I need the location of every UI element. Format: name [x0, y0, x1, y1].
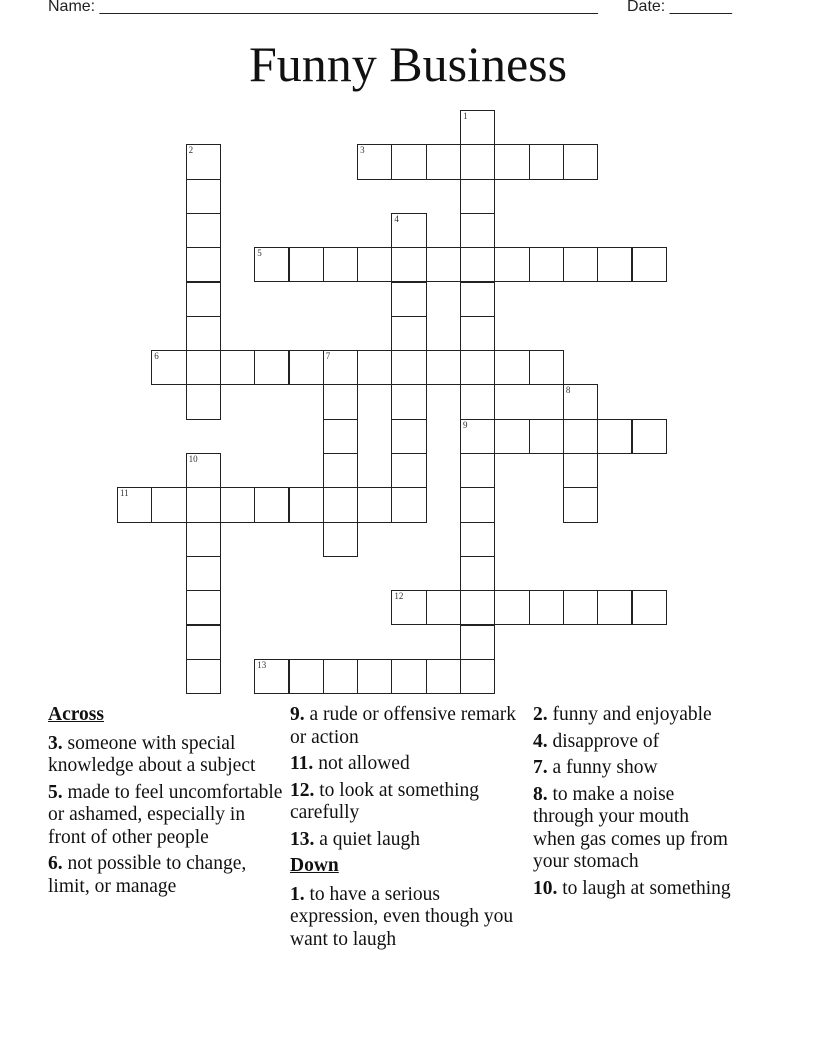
clue-number-label: 8 [565, 385, 571, 396]
clue-across-6 [48, 853, 284, 898]
clue-text: someone with special knowledge about a subject [48, 732, 256, 776]
grid-cell[interactable] [323, 419, 358, 454]
clue-number: 2. [533, 704, 548, 725]
grid-cell[interactable] [186, 487, 221, 522]
grid-cell[interactable] [632, 590, 667, 625]
grid-cell[interactable] [391, 384, 426, 419]
clues-column-1 [48, 704, 284, 902]
grid-cell[interactable] [357, 659, 392, 694]
grid-cell[interactable] [460, 144, 495, 179]
grid-cell[interactable] [460, 556, 495, 591]
grid-cell[interactable] [529, 590, 564, 625]
grid-cell[interactable] [186, 213, 221, 248]
clue-number: 1. [290, 883, 305, 905]
grid-cell[interactable] [391, 590, 426, 625]
date-field[interactable]: Date: _______ [627, 0, 732, 15]
grid-cell[interactable] [597, 247, 632, 282]
name-field[interactable]: Name: ________________________________________________________ [48, 0, 598, 15]
grid-cell[interactable] [220, 350, 255, 385]
grid-cell[interactable] [186, 659, 221, 694]
grid-cell[interactable] [186, 179, 221, 214]
clue-number: 12. [290, 779, 315, 801]
grid-cell[interactable] [289, 350, 324, 385]
clue-text: to laugh at something [562, 877, 731, 899]
clue-number: 5. [48, 781, 63, 803]
down-heading: Down [290, 855, 339, 876]
grid-cell[interactable] [323, 487, 358, 522]
grid-cell[interactable] [391, 213, 426, 248]
grid-cell[interactable] [323, 350, 358, 385]
grid-cell[interactable] [563, 590, 598, 625]
grid-cell[interactable] [254, 247, 289, 282]
grid-cell[interactable] [460, 625, 495, 660]
grid-cell[interactable] [186, 522, 221, 557]
grid-cell[interactable] [426, 144, 461, 179]
grid-cell[interactable] [494, 144, 529, 179]
grid-cell[interactable] [529, 350, 564, 385]
clue-number: 9. [290, 704, 305, 725]
grid-cell[interactable] [357, 487, 392, 522]
grid-cell[interactable] [529, 144, 564, 179]
grid-cell[interactable] [391, 316, 426, 351]
grid-cell[interactable] [460, 590, 495, 625]
grid-cell[interactable] [357, 247, 392, 282]
grid-cell[interactable] [151, 350, 186, 385]
clue-number: 8. [533, 783, 548, 805]
grid-cell[interactable] [460, 487, 495, 522]
grid-cell[interactable] [460, 179, 495, 214]
grid-cell[interactable] [186, 384, 221, 419]
clue-down-4 [533, 731, 733, 754]
grid-cell[interactable] [460, 453, 495, 488]
grid-cell[interactable] [186, 350, 221, 385]
clue-number: 3. [48, 732, 63, 754]
grid-cell[interactable] [186, 316, 221, 351]
grid-cell[interactable] [391, 282, 426, 317]
grid-cell[interactable] [151, 487, 186, 522]
grid-cell[interactable] [323, 384, 358, 419]
grid-cell[interactable] [460, 110, 495, 145]
grid-cell[interactable] [357, 144, 392, 179]
grid-cell[interactable] [391, 453, 426, 488]
grid-cell[interactable] [494, 247, 529, 282]
clue-number-label: 1 [463, 111, 468, 121]
grid-cell[interactable] [597, 590, 632, 625]
clue-number: 7. [533, 757, 548, 778]
grid-cell[interactable] [460, 419, 495, 454]
grid-cell[interactable] [563, 453, 598, 488]
clue-number-label: 4 [394, 213, 399, 224]
clue-number: 4. [533, 730, 548, 752]
grid-cell[interactable] [186, 247, 221, 282]
grid-cell[interactable] [391, 350, 426, 385]
grid-cell[interactable] [323, 453, 358, 488]
clue-number-label: 10 [188, 454, 198, 464]
grid-cell[interactable] [460, 384, 495, 419]
grid-cell[interactable] [391, 487, 426, 522]
clue-text: funny and enjoyable [552, 704, 712, 725]
grid-cell[interactable] [529, 247, 564, 282]
clue-text: to look at something carefully [290, 779, 480, 823]
grid-cell[interactable] [563, 384, 598, 419]
clue-across-9 [290, 704, 522, 749]
grid-cell[interactable] [426, 247, 461, 282]
grid-cell[interactable] [289, 487, 324, 522]
grid-cell[interactable] [391, 247, 426, 282]
clue-across-12 [290, 780, 522, 825]
clue-down-8 [533, 784, 733, 874]
clue-down-10 [533, 878, 733, 901]
grid-cell[interactable] [186, 590, 221, 625]
clue-number: 11. [290, 753, 314, 774]
grid-cell[interactable] [563, 419, 598, 454]
grid-cell[interactable] [254, 487, 289, 522]
clue-number-label: 12 [394, 591, 404, 602]
grid-cell[interactable] [289, 247, 324, 282]
clue-across-13 [290, 829, 522, 852]
clue-number-label: 7 [325, 351, 331, 362]
grid-cell[interactable] [323, 522, 358, 557]
grid-cell[interactable] [494, 350, 529, 385]
clue-number: 6. [48, 853, 63, 874]
grid-cell[interactable] [460, 659, 495, 694]
grid-cell[interactable] [460, 213, 495, 248]
clue-down-2 [533, 704, 733, 727]
grid-cell[interactable] [460, 350, 495, 385]
grid-cell[interactable] [460, 282, 495, 317]
clue-number-label: 6 [154, 351, 159, 362]
grid-cell[interactable] [186, 144, 221, 179]
grid-cell[interactable] [254, 350, 289, 385]
grid-cell[interactable] [426, 350, 461, 385]
grid-cell[interactable] [289, 659, 324, 694]
grid-cell[interactable] [186, 282, 221, 317]
clue-down-1 [290, 884, 522, 952]
clue-text: a quiet laugh [319, 828, 420, 850]
page-title: Funny Business [248, 36, 568, 92]
grid-cell[interactable] [597, 419, 632, 454]
grid-cell[interactable] [426, 659, 461, 694]
grid-cell[interactable] [529, 419, 564, 454]
grid-cell[interactable] [357, 350, 392, 385]
clue-text: disapprove of [552, 730, 660, 752]
clue-number-label: 9 [463, 419, 468, 430]
clue-across-3 [48, 733, 284, 778]
grid-cell[interactable] [117, 487, 152, 522]
clue-text: a rude or offensive remark or action [290, 704, 516, 748]
clue-across-5 [48, 782, 284, 850]
clue-text: not possible to change, limit, or manage [48, 853, 247, 897]
clue-number: 13. [290, 828, 315, 850]
grid-cell[interactable] [323, 659, 358, 694]
grid-cell[interactable] [186, 625, 221, 660]
grid-cell[interactable] [563, 247, 598, 282]
clue-number: 10. [533, 877, 558, 899]
grid-cell[interactable] [632, 419, 667, 454]
clue-across-11 [290, 753, 522, 776]
grid-cell[interactable] [426, 590, 461, 625]
grid-cell[interactable] [391, 659, 426, 694]
grid-cell[interactable] [460, 522, 495, 557]
grid-cell[interactable] [563, 144, 598, 179]
clue-text: not allowed [318, 753, 410, 774]
grid-cell[interactable] [494, 590, 529, 625]
clue-number-label: 2 [188, 145, 194, 156]
grid-cell[interactable] [460, 247, 495, 282]
grid-cell[interactable] [563, 487, 598, 522]
clue-text: made to feel uncomfortable or ashamed, especially in front of other people [48, 781, 283, 848]
clues-column-3 [533, 704, 733, 904]
grid-cell[interactable] [186, 556, 221, 591]
clue-text: to make a noise through your mouth when gas comes up from your stomach [533, 783, 728, 872]
clue-number-label: 11 [120, 488, 129, 499]
clue-number-label: 3 [360, 145, 365, 156]
grid-cell[interactable] [254, 659, 289, 694]
clue-text: to have a serious expression, even though you want to laugh [290, 883, 514, 950]
grid-cell[interactable] [494, 419, 529, 454]
clues-column-2 [290, 704, 522, 955]
clue-number-label: 5 [257, 248, 262, 259]
grid-cell[interactable] [391, 144, 426, 179]
grid-cell[interactable] [632, 247, 667, 282]
grid-cell[interactable] [186, 453, 221, 488]
grid-cell[interactable] [391, 419, 426, 454]
across-heading: Across [48, 704, 104, 725]
grid-cell[interactable] [323, 247, 358, 282]
clue-number-label: 13 [257, 659, 267, 670]
clue-text: a funny show [552, 757, 658, 778]
grid-cell[interactable] [220, 487, 255, 522]
clue-down-7 [533, 757, 733, 780]
grid-cell[interactable] [460, 316, 495, 351]
